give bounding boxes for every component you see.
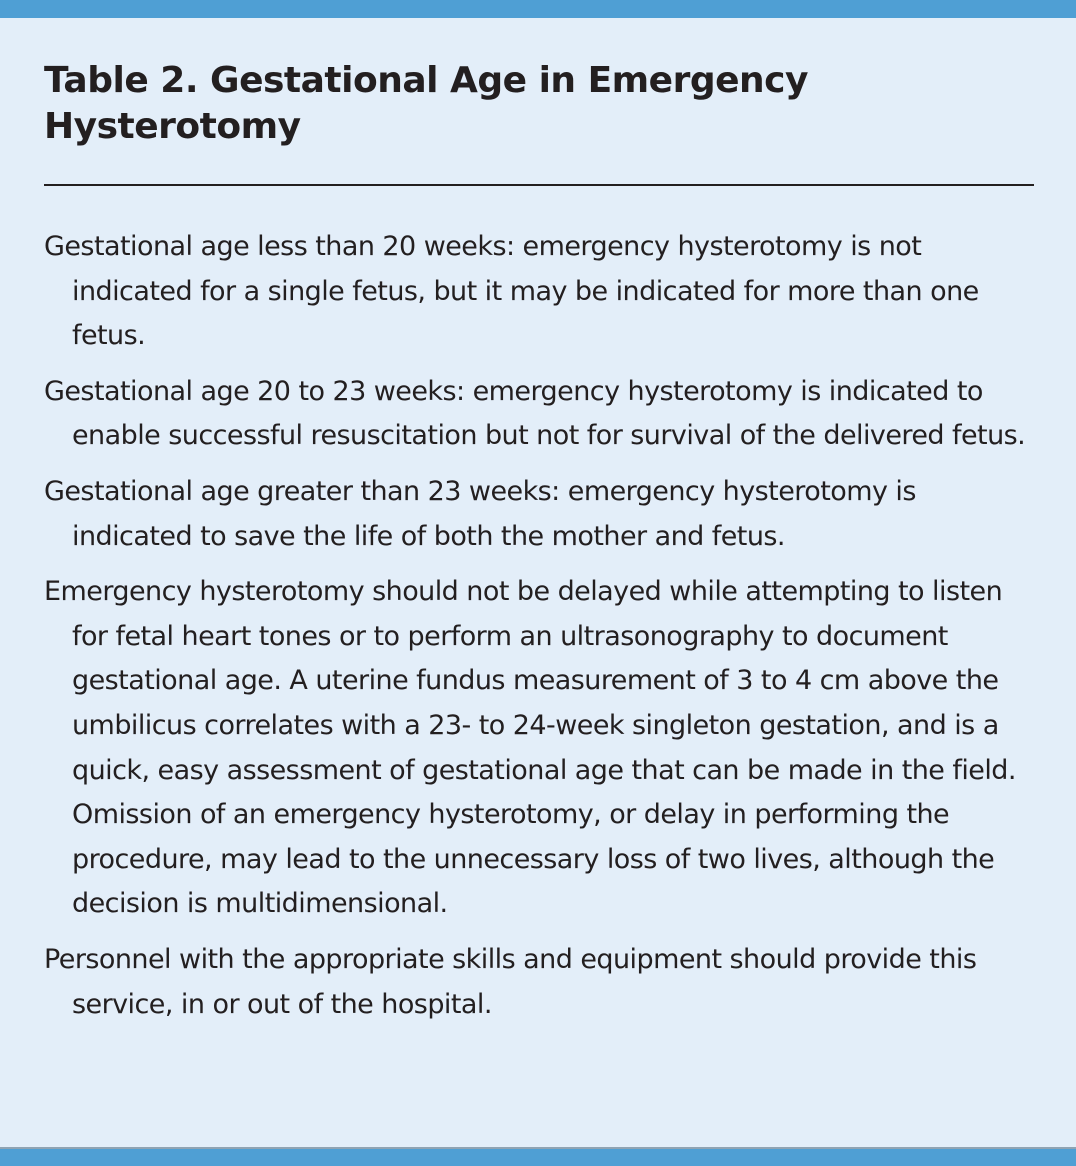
title-divider: [44, 184, 1034, 186]
table-body: [44, 225, 1039, 1038]
table-item-20-to-23-weeks: Gestational age 20 to 23 weeks: emergency hysterotomy is indicated to enable successful resuscitation but not for survival of the delivered fetus.: [44, 375, 1026, 452]
table-item-under-20-weeks: Gestational age less than 20 weeks: emergency hysterotomy is not indicated for a single fetus, but it may be indicated for more than one fetus.: [44, 231, 979, 352]
top-accent-bar: [0, 0, 1076, 18]
table-item-personnel: Personnel with the appropriate skills and equipment should provide this service, in or out of the hospital.: [44, 943, 977, 1020]
table-item-over-23-weeks: Gestational age greater than 23 weeks: emergency hysterotomy is indicated to save the life of both the mother and fetus.: [44, 475, 916, 552]
bottom-accent-bar: [0, 1147, 1076, 1166]
table-item-no-delay: Emergency hysterotomy should not be delayed while attempting to listen for fetal heart tones or to perform an ultrasonography to document gestational age. A uterine fundus measurement of 3 to 4 cm above the umbilicus correlates with a 23- to 24-week singleton gestation, and is a quick, easy assessment of gestational age that can be made in the field. Omission of an emergency hysterotomy, or delay in performing the procedure, may lead to the unnecessary loss of two lives, although the decision is multidimensional.: [44, 576, 1016, 920]
table-title: Table 2. Gestational Age in Emergency Hysterotomy: [44, 60, 808, 147]
